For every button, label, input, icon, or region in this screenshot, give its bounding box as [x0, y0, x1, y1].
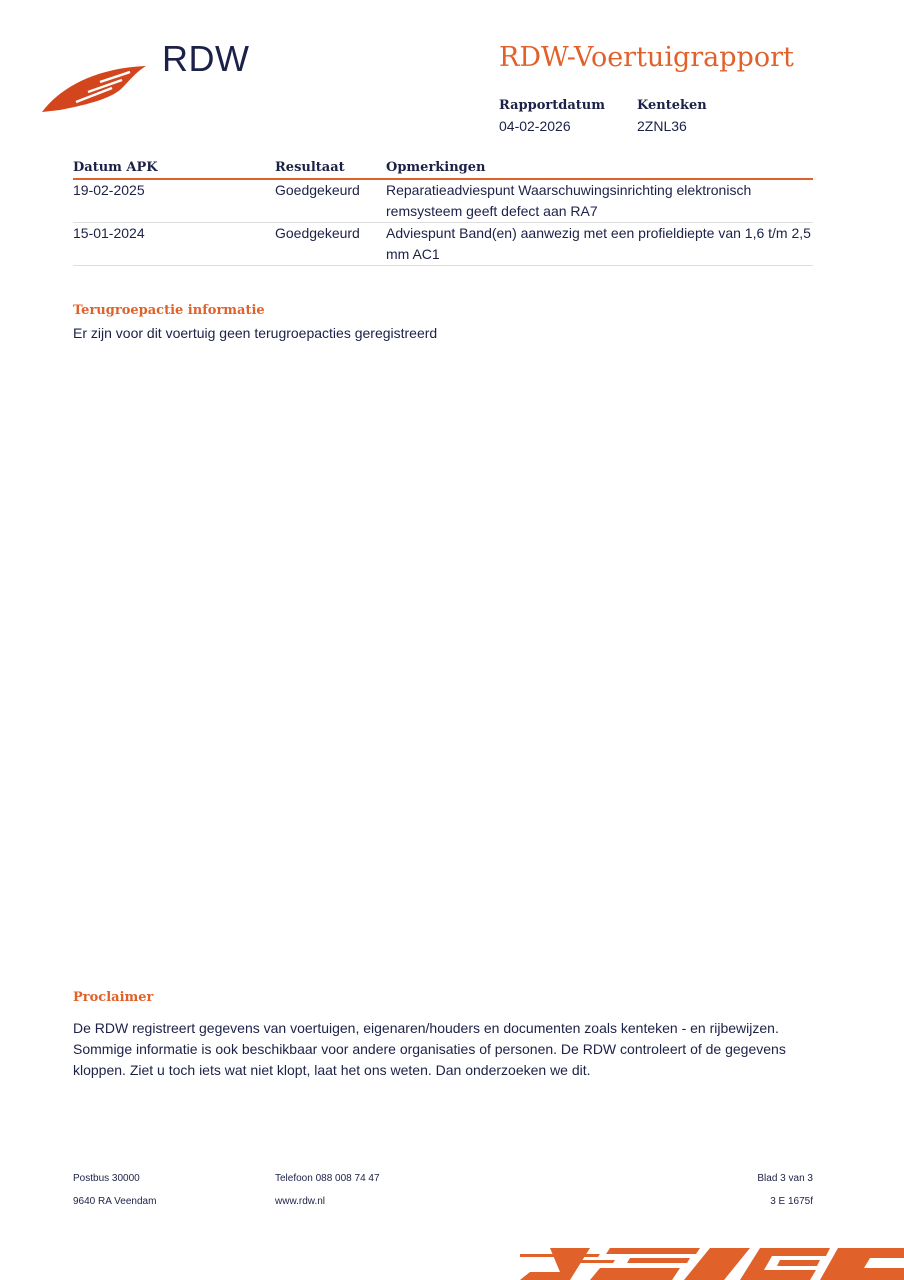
kenteken-label: Kenteken [637, 98, 707, 113]
proclaimer-text: De RDW registreert gegevens van voertuigen, eigenaren/houders en documenten zoals kenteken - en rijbewijzen. Sommige informatie is ook beschikbaar voor andere organisaties of personen. De RDW controleert of de gegevens kloppen. Ziet u toch iets wat niet klopt, laat het ons weten. Dan onderzoeken we dit. [73, 1020, 786, 1078]
rapportdatum-value: 04-02-2026 [499, 118, 571, 134]
logo-text: RDW [162, 38, 250, 79]
table-row [73, 179, 813, 223]
footer-code: 3 E 1675f [770, 1196, 813, 1207]
cell-remarks: Reparatieadviespunt Waarschuwingsinrichting elektronisch remsysteem geeft defect aan RA7 [386, 179, 813, 223]
footer-postbus: Postbus 30000 [73, 1173, 140, 1184]
cell-date: 15-01-2024 [73, 223, 275, 266]
cell-result: Goedgekeurd [275, 179, 386, 223]
report-title: RDW-Voertuigrapport [499, 42, 794, 73]
table-row [73, 223, 813, 266]
recall-text: Er zijn voor dit voertuig geen terugroepacties geregistreerd [73, 325, 438, 341]
table-header-row [73, 160, 813, 179]
proclaimer-title: Proclaimer [73, 990, 154, 1005]
footer-website: www.rdw.nl [275, 1196, 326, 1207]
header-opmerkingen: Opmerkingen [386, 160, 813, 179]
header-datum-apk: Datum APK [73, 160, 275, 179]
rdw-feather-icon [40, 58, 150, 114]
cell-result: Goedgekeurd [275, 223, 386, 266]
header-resultaat: Resultaat [275, 160, 386, 179]
cell-date: 19-02-2025 [73, 179, 275, 223]
footer-stripes-decoration [520, 1244, 904, 1280]
recall-title: Terugroepactie informatie [73, 303, 265, 318]
footer-page-number: Blad 3 van 3 [757, 1173, 813, 1184]
apk-table [73, 160, 813, 266]
rdw-logo [40, 38, 260, 118]
rapportdatum-label: Rapportdatum [499, 98, 605, 113]
kenteken-value: 2ZNL36 [637, 118, 687, 134]
footer-postcode: 9640 RA Veendam [73, 1196, 157, 1207]
cell-remarks: Adviespunt Band(en) aanwezig met een profieldiepte van 1,6 t/m 2,5 mm AC1 [386, 223, 813, 266]
footer-telefoon: Telefoon 088 008 74 47 [275, 1173, 380, 1184]
